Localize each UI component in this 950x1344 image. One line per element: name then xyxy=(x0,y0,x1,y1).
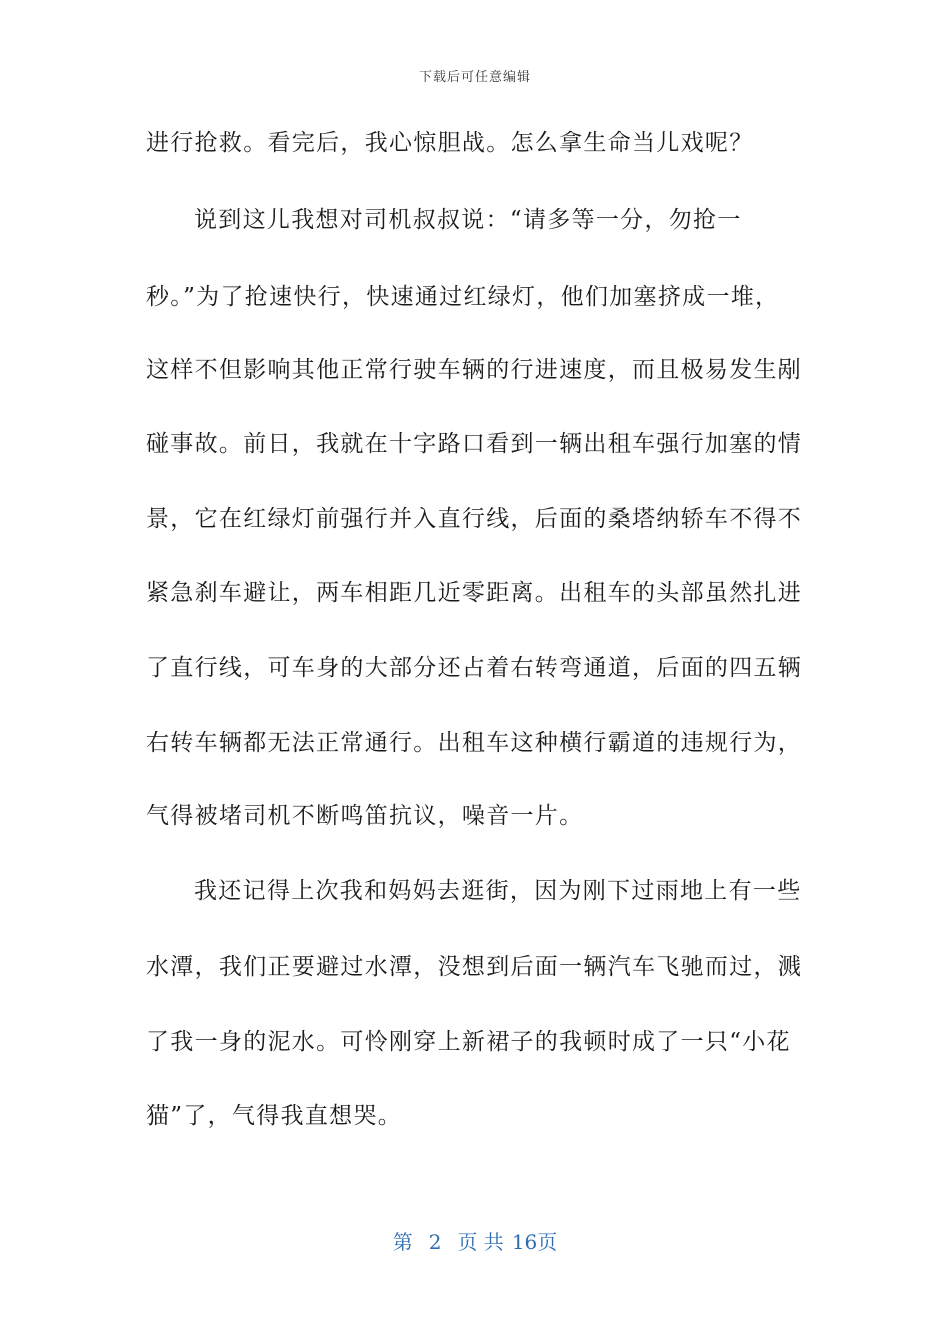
body-line-11: 我还记得上次我和妈妈去逛街，因为刚下过雨地上有一些 xyxy=(194,878,802,904)
footer-middle: 页 共 xyxy=(457,1230,504,1254)
body-line-8: 了直行线，可车身的大部分还占着右转弯通道，后面的四五辆 xyxy=(146,655,803,681)
body-line-12: 水潭，我们正要避过水潭，没想到后面一辆汽车飞驰而过，溅 xyxy=(146,954,803,980)
body-line-2: 说到这儿我想对司机叔叔说：“请多等一分，勿抢一 xyxy=(194,207,742,233)
body-line-7: 紧急刹车避让，两车相距几近零距离。出租车的头部虽然扎进 xyxy=(146,580,803,606)
body-line-14: 猫”了，气得我直想哭。 xyxy=(146,1103,403,1129)
page-footer xyxy=(0,1226,950,1255)
body-line-5: 碰事故。前日，我就在十字路口看到一辆出租车强行加塞的情 xyxy=(146,431,803,457)
page-header: 下载后可任意编辑 xyxy=(418,70,531,85)
footer-suffix: 页 xyxy=(537,1230,558,1254)
body-line-3: 秒。”为了抢速快行，快速通过红绿灯，他们加塞挤成一堆， xyxy=(146,284,780,310)
body-line-1: 进行抢救。看完后，我心惊胆战。怎么拿生命当儿戏呢？ xyxy=(146,130,754,156)
body-line-13: 了我一身的泥水。可怜刚穿上新裙子的我顿时成了一只“小花 xyxy=(146,1029,791,1055)
footer-prefix: 第 xyxy=(392,1230,413,1254)
footer-page-number: 2 xyxy=(428,1230,442,1254)
body-line-9: 右转车辆都无法正常通行。出租车这种横行霸道的违规行为， xyxy=(146,730,803,756)
footer-total-pages: 16 xyxy=(511,1230,538,1254)
body-line-10: 气得被堵司机不断鸣笛抗议，噪音一片。 xyxy=(146,803,584,829)
body-line-6: 景，它在红绿灯前强行并入直行线，后面的桑塔纳轿车不得不 xyxy=(146,506,803,532)
body-line-4: 这样不但影响其他正常行驶车辆的行进速度，而且极易发生剐 xyxy=(146,357,803,383)
